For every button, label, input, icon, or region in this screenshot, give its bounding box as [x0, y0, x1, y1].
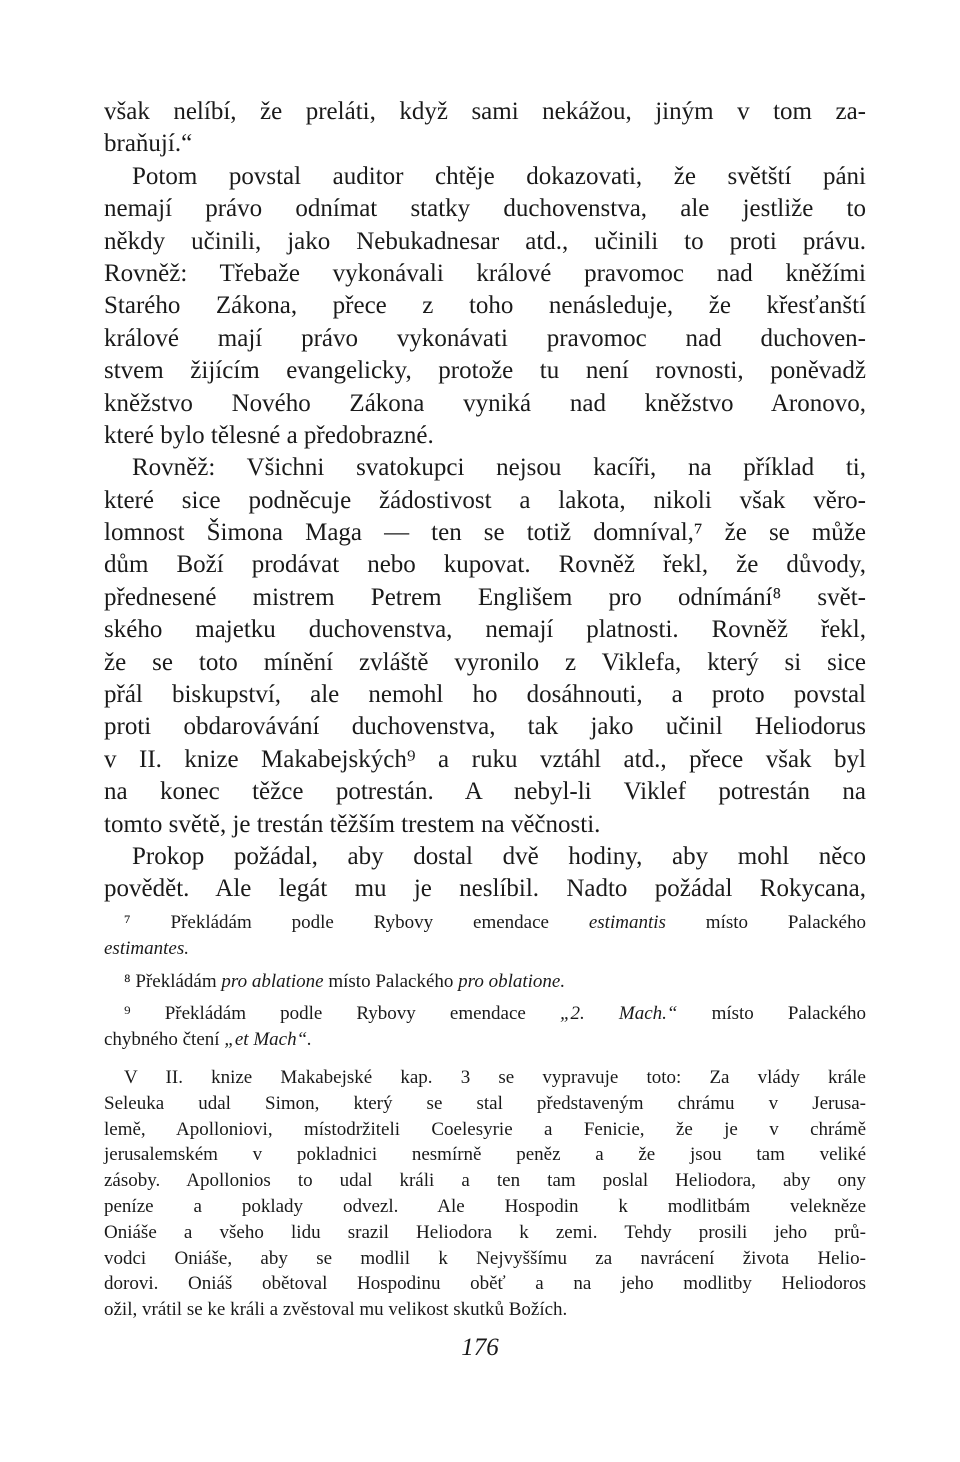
footnote-text: ⁹ Překládám podle Rybovy emendace — [124, 1003, 560, 1025]
text-line: Prokop požádal, aby dostal dvě hodiny, aby mohl něco — [132, 842, 866, 870]
footnote-extended-line: Oniáše a všeho lidu srazil Heliodora k zemi. Tehdy prosili jeho prů- — [104, 1221, 866, 1243]
footnotes — [104, 910, 866, 1323]
text-line: které sice podněcuje žádostivost a lakota, nikoli však věro- — [104, 486, 866, 514]
page-number: 176 — [461, 1334, 499, 1361]
footnote-extended-line: jerusalemském v pokladnici nesmírně peněz a že jsou tam veliké — [104, 1144, 866, 1166]
footnote-text: místo Palackého — [665, 912, 866, 933]
footnote-extended-line: vodci Oniáše, aby se modlil k Nejvyššímu za navrácení života Helio- — [104, 1247, 866, 1269]
footnote-extended-line: lemě, Apolloniovi, místodržiteli Coelesyrie a Fenicie, že je v chrámě — [104, 1118, 866, 1140]
text-line: lomnost Šimona Maga — ten se totiž domníval,⁷ že se může — [104, 519, 866, 547]
text-line: Rovněž: Všichni svatokupci nejsou kacíři, na příklad ti, — [132, 454, 866, 482]
footnote-extended-line: Seleuka udal Simon, který se stal představeným chrámu v Jerusa- — [104, 1092, 866, 1114]
footnote-term: estimantes. — [104, 937, 189, 959]
footnote-text: ⁷ Překládám podle Rybovy emendace — [124, 912, 589, 933]
footnote-text: ⁸ Překládám — [124, 970, 222, 992]
text-line: proti obdarovávání duchovenstva, tak jako učinil Heliodorus — [104, 713, 866, 741]
text-line: které bylo tělesné a předobrazné. — [104, 421, 434, 449]
text-line: dům Boží prodávat nebo kupovat. Rovněž řekl, že důvody, — [104, 551, 866, 579]
footnote-7-continued — [104, 936, 866, 962]
footnote-text: chybného čtení — [104, 1029, 225, 1051]
footnote-term: „2. Mach.“ — [559, 1003, 678, 1025]
main-text — [104, 96, 866, 906]
footnote-8 — [104, 969, 866, 995]
text-line: přál biskupství, ale nemohl ho dosáhnouti, a proto povstal — [104, 681, 866, 709]
footnote-7 — [104, 910, 866, 936]
footnote-term: pro ablatione — [221, 970, 324, 992]
text-line: nemají právo odnímat statky duchovenstva, ale jestliže to — [104, 195, 866, 223]
footnote-extended-line: ožil, vrátil se ke králi a zvěstoval mu velikost skutků Božích. — [104, 1299, 568, 1321]
text-line: povědět. Ale legát mu je neslíbil. Nadto požádal Rokycana, — [104, 875, 866, 903]
text-line: že se toto mínění zvláště vyronilo z Viklefa, který si sice — [104, 648, 866, 676]
text-line: však nelíbí, že preláti, když sami nekážou, jiným v tom za- — [104, 98, 866, 125]
footnote-term: „et Mach“. — [224, 1029, 312, 1051]
text-line: na konec těžce potrestán. A nebyl-li Viklef potrestán na — [104, 778, 866, 806]
footnote-extended-line: V II. knize Makabejské kap. 3 se vypravuje toto: Za vlády krále — [124, 1066, 866, 1088]
text-line: ského majetku duchovenstva, nemají platnosti. Rovněž řekl, — [104, 616, 866, 644]
text-line: Rovněž: Třebaže vykonávali králové pravomoc nad kněžími — [104, 259, 866, 287]
text-line: stvem žijícím evangelicky, protože tu není rovnosti, poněvadž — [104, 357, 866, 385]
text-line: v II. knize Makabejských⁹ a ruku vztáhl atd., přece však byl — [104, 745, 866, 773]
text-line: braňují.“ — [104, 130, 193, 158]
footnote-text: místo Palackého — [677, 1003, 866, 1025]
footnote-extended-line: peníze a poklady odvezl. Ale Hospodin k modlitbám velekněze — [104, 1195, 866, 1217]
text-line: kněžstvo Nového Zákona vyniká nad kněžstvo Aronovo, — [104, 389, 866, 417]
footnote-text: místo Palackého — [323, 970, 459, 992]
footnote-term: estimantis — [588, 912, 666, 933]
text-line: králové mají právo vykonávati pravomoc nad duchoven- — [104, 324, 866, 352]
footnote-extended-line: dorovi. Oniáš obětoval Hospodinu oběť a na jeho modlitby Heliodoros — [104, 1273, 866, 1295]
text-line: někdy učinili, jako Nebukadnesar atd., učinili to proti právu. — [104, 227, 866, 255]
footnote-9-continued — [104, 1027, 866, 1053]
text-line: Starého Zákona, přece z toho nenásleduje, že křesťanští — [104, 292, 866, 320]
footnote-extended-line: zásoby. Apollonios to udal králi a ten tam poslal Heliodora, aby ony — [104, 1170, 866, 1192]
text-line: přednesené mistrem Petrem Englišem pro odnímání⁸ svět- — [104, 583, 866, 611]
footnote-9 — [104, 1001, 866, 1027]
footnote-term: pro oblatione. — [458, 970, 566, 992]
text-line: tomto světě, je trestán těžším trestem na věčnosti. — [104, 810, 601, 838]
text-line: Potom povstal auditor chtěje dokazovati, že světští páni — [132, 162, 866, 190]
